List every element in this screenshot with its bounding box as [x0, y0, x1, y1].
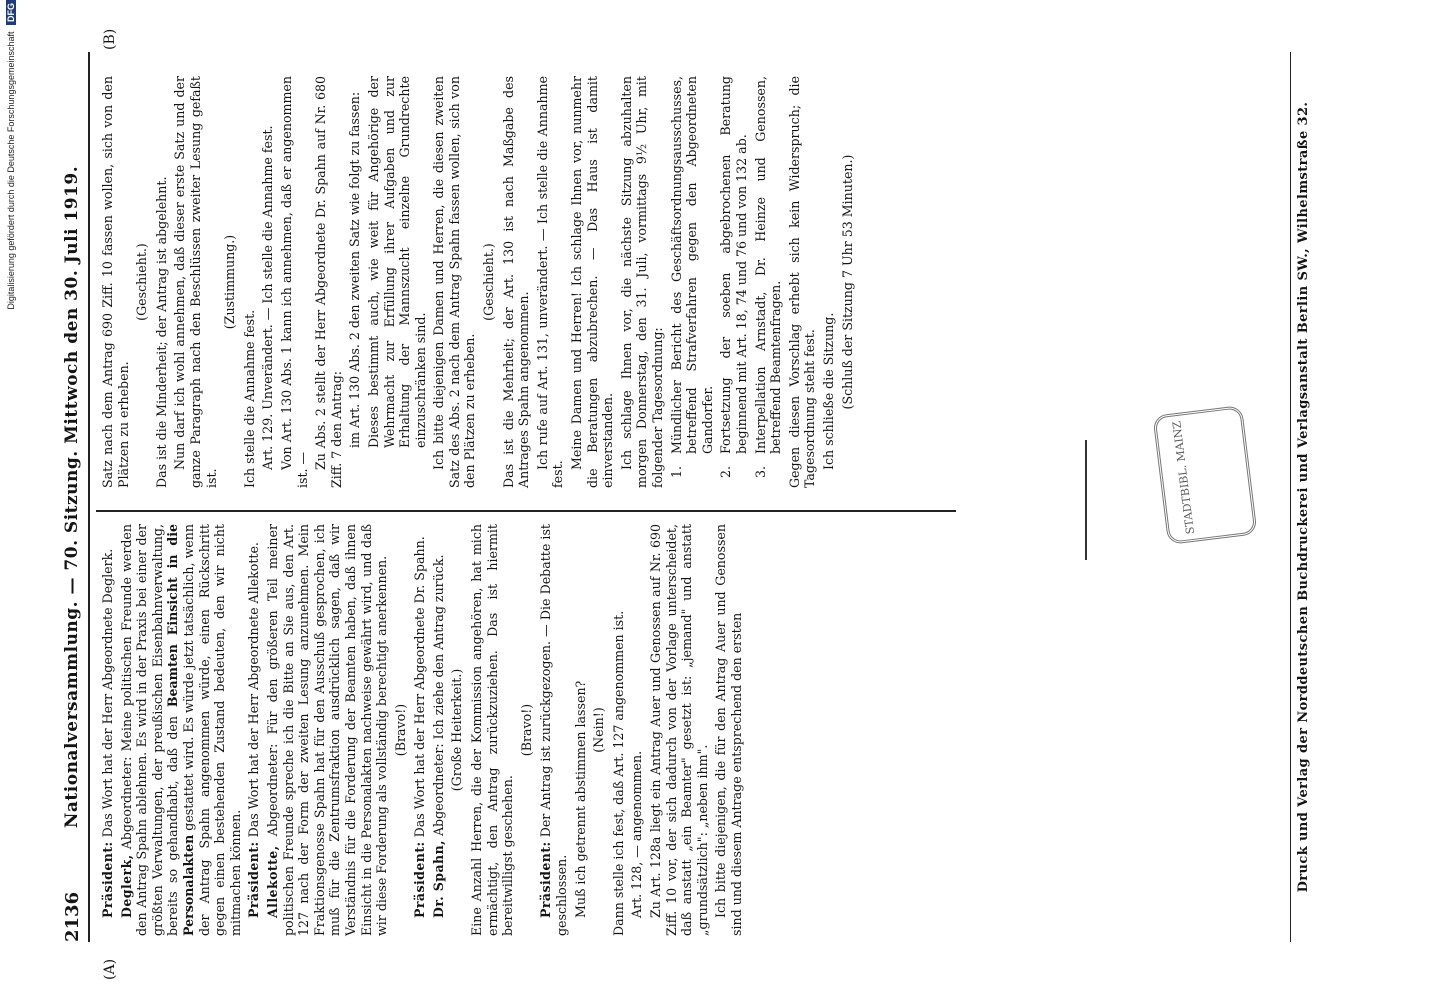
speaker-name: Präsident: — [100, 841, 115, 918]
stage-direction-text: (Zustimmung.) — [222, 234, 238, 330]
paragraph-text: Zu Abs. 2 stellt der Herr Abgeordnete Dr. Spahn auf Nr. 680 Ziff. 7 den Antrag: — [313, 76, 344, 488]
section-end-rule — [1085, 440, 1087, 560]
agenda-item-number: 1. — [668, 465, 684, 478]
speaker-name: Präsident: — [538, 841, 554, 918]
dfg-logo: DFG — [6, 0, 16, 25]
paragraph-text: Ich bitte diejenigen Damen und Herren, die diesen zweiten Satz des Abs. 2 nach dem Antrag Spahn fassen wollen, sich von den Plätzen zu erheben. — [431, 76, 478, 488]
stage-direction-text: (Große Heiterkeit.) — [449, 668, 465, 792]
footer-rule — [1290, 52, 1291, 942]
text-paragraph — [279, 76, 310, 488]
running-title: Nationalversammlung. — 70. Sitzung. Mittwoch den 30. Juli 1919. — [62, 165, 82, 829]
speech-text: Der Antrag ist zurückgezogen. — Die Debatte ist geschlossen. — [538, 524, 570, 936]
paragraph-text: Satz nach dem Antrag 690 Ziff. 10 fassen wollen, sich von den Plätzen zu erheben. — [100, 76, 131, 488]
speech-paragraph — [246, 524, 262, 936]
text-paragraph — [821, 76, 837, 488]
paragraph-text: Art. 128, — angenommen. — [629, 750, 645, 918]
digitization-note: Digitalisierung gefördert durch die Deutsche Forschungsgemeinschaft — [6, 31, 16, 310]
paragraph-text: Das ist die Mehrheit; der Art. 130 ist nach Maßgabe des Antrages Spahn angenommen. — [500, 76, 532, 488]
speech-text: Das Wort hat der Herr Abgeordnete Deglerk. — [100, 548, 115, 842]
stage-direction-text: (Nein!) — [591, 707, 607, 753]
text-paragraph — [787, 76, 818, 488]
stage-direction-text: (Geschieht.) — [134, 243, 150, 321]
right-text-column — [100, 76, 859, 488]
paragraph-text: Ich schlage Ihnen vor, die nächste Sitzung abzuhalten morgen Donnerstag, den 31. Juli, vormittags 9½ Uhr, mit folgender Tagesordnung: — [618, 76, 665, 488]
agenda-item — [753, 76, 784, 488]
stage-direction — [481, 76, 497, 488]
speech-paragraph — [100, 524, 116, 936]
motion-text-body: Dieses bestimmt auch, wie weit für Angehörige der Wehrmacht zur Erfüllung ihrer Aufgaben und zur Erhaltung der Mannszucht einzelne Grundrechte einzuschränken sind. — [365, 76, 428, 448]
stage-direction — [134, 76, 150, 488]
speech-text: gestattet wird. Es würde jetzt tatsächlich, wenn der Antrag Spahn angenommen würde, einen Rückschritt gegen einen bestehenden Zustand bedeuten, den wir nicht mitmachen können. — [180, 524, 243, 936]
stage-direction-text: (Geschieht.) — [481, 243, 497, 321]
page-header — [58, 52, 90, 942]
stage-direction — [449, 524, 465, 936]
stage-direction-text: (Schluß der Sitzung 7 Uhr 53 Minuten.) — [839, 154, 855, 410]
speech-paragraph — [412, 524, 428, 936]
stamp-text: STADTBIBL. MAINZ — [1170, 420, 1198, 536]
text-paragraph — [313, 76, 344, 488]
speaker-name: Präsident: — [246, 841, 262, 918]
paragraph-text: Ich stelle die Annahme fest. — [241, 309, 257, 488]
agenda-item-number: 2. — [718, 465, 734, 478]
speaker-name: Dr. Spahn, — [430, 840, 446, 918]
column-divider — [96, 510, 956, 512]
text-paragraph — [535, 76, 566, 488]
motion-text-body: im Art. 130 Abs. 2 den zweiten Satz wie folgt zu fassen: — [347, 91, 363, 448]
speech-text: Abgeordneter: Für den größeren Teil meiner politischen Freunde spreche ich die Bitte an Sie aus, den Art. 127 nach der Form der zweiten Lesung anzunehmen. Mein Fraktionsgenosse Spahn hat für den Ausschuß gesprochen, ich muß für die Zentrumsfraktion ausdrücklich sagen, daß wir Verständnis für die Forderung der Beamten haben, daß ihnen Einsicht in die Personalakten nachweise gewährt wird, und daß wir diese Forderung als vollständig berechtigt anerkennen. — [264, 524, 390, 936]
speech-text: Abgeordneter: Ich ziehe den Antrag zurück. — [430, 554, 446, 841]
speaker-name: Allekotte, — [264, 845, 280, 918]
speech-text: Das Wort hat der Herr Abgeordnete Dr. Spahn. — [412, 536, 428, 842]
paragraph-text: Eine Anzahl Herren, die der Kommission angehören, hat mich ermächtigt, den Antrag zurückzuziehen. Das ist hiermit bereitwilligst geschehen. — [469, 524, 516, 936]
text-paragraph — [629, 524, 645, 936]
text-paragraph — [573, 524, 589, 936]
text-paragraph — [154, 76, 170, 488]
paragraph-text: Ich schließe die Sitzung. — [820, 312, 836, 470]
printer-imprint: Druck und Verlag der Norddeutschen Buchdruckerei und Verlagsanstalt Berlin SW., Wilhelmstraße 32. — [1296, 101, 1311, 893]
text-paragraph — [619, 76, 666, 488]
agenda-item — [718, 76, 749, 488]
paragraph-text: Das ist die Minderheit; der Antrag ist abgelehnt. — [153, 176, 169, 488]
agenda-item-text: Fortsetzung der soeben abgebrochenen Beratung beginnend mit Art. 18, 74 und 76 und von 132 ab. — [718, 76, 749, 454]
motion-text — [366, 76, 428, 488]
paragraph-text: Nun darf ich wohl annehmen, daß dieser erste Satz und der ganze Paragraph nach den Beschlüssen zweiter Lesung gefaßt ist. — [172, 76, 219, 488]
text-paragraph — [569, 76, 616, 488]
paragraph-text: Ich bitte diejenigen, die für den Antrag Auer und Genossen sind und diesem Antrage entsprechend den ersten — [713, 524, 744, 936]
text-paragraph — [260, 76, 276, 488]
text-paragraph — [713, 524, 744, 936]
library-stamp — [1152, 405, 1257, 545]
stage-direction — [591, 524, 607, 936]
agenda-item-number: 3. — [752, 465, 768, 478]
page-number: 2136 — [62, 891, 83, 942]
text-paragraph — [611, 524, 627, 936]
stage-direction — [393, 524, 409, 936]
emphasized-text: Beamten Einsicht in die Personalakten — [165, 524, 196, 936]
speech-text: Abgeordneter: Meine politischen Freunde werden den Antrag Spahn ablehnen. Es wird in der Praxis bei einer der größten Verwaltungen, der preußischen Eisenbahnverwaltung, bereits so gehandhabt, daß den — [118, 524, 181, 936]
paragraph-text: Ich rufe auf Art. 131, unverändert. — Ich stelle die Annahme fest. — [534, 76, 566, 488]
stage-direction — [222, 76, 238, 488]
stage-direction-text: (Bravo!) — [392, 703, 408, 757]
left-text-column — [100, 524, 748, 936]
text-paragraph — [431, 76, 478, 488]
text-paragraph — [501, 76, 532, 488]
agenda-item-text: Mündlicher Bericht des Geschäftsordnungsausschusses, betreffend Strafverfahren gegen den Abgeordneten Gandorfer. — [668, 76, 715, 454]
stage-direction — [840, 76, 856, 488]
paragraph-text: Art. 129. Unverändert. — Ich stelle die Annahme fest. — [260, 125, 276, 470]
speech-paragraph — [538, 524, 569, 936]
stage-direction — [519, 524, 535, 936]
paragraph-text: Zu Art. 128a liegt ein Antrag Auer und Genossen auf Nr. 690 Ziff. 10 vor, der sich dadurch von der Vorlage unterscheidet, daß anstatt „ein Beamter" gesetzt ist: „jemand" und anstatt „grundsätzlich": „neben ihm". — [648, 524, 710, 936]
motion-text — [347, 76, 363, 488]
speech-text: Das Wort hat der Herr Abgeordnete Allekotte. — [246, 542, 262, 842]
paragraph-text: Dann stelle ich fest, daß Art. 127 angenommen ist. — [610, 610, 626, 936]
digitization-credit — [6, 0, 16, 1000]
stage-direction-text: (Bravo!) — [518, 703, 534, 757]
speech-paragraph — [119, 524, 244, 936]
speech-paragraph — [265, 524, 390, 936]
text-paragraph — [100, 76, 131, 488]
paragraph-text: Muß ich getrennt abstimmen lassen? — [572, 680, 588, 918]
text-paragraph — [242, 76, 258, 488]
margin-marker-a: (A) — [102, 958, 118, 980]
text-paragraph — [469, 524, 516, 936]
paragraph-text: Von Art. 130 Abs. 1 kann ich annehmen, daß er angenommen ist. — — [278, 76, 310, 488]
speech-paragraph — [431, 524, 447, 936]
paragraph-text: Meine Damen und Herren! Ich schlage Ihnen vor, nunmehr die Beratungen abzubrechen. — Das Haus ist damit einverstanden. — [569, 76, 616, 488]
paragraph-text: Gegen diesen Vorschlag erhebt sich kein Widerspruch; die Tagesordnung steht fest. — [786, 76, 818, 488]
speaker-name: Deglerk, — [118, 854, 134, 918]
agenda-item-text: Interpellation Arnstadt, Dr. Heinze und Genossen, betreffend Beamtenfragen. — [752, 76, 784, 454]
speaker-name: Präsident: — [412, 841, 428, 918]
agenda-item — [669, 76, 716, 488]
margin-marker-b: (B) — [102, 28, 118, 50]
text-paragraph — [172, 76, 219, 488]
text-paragraph — [648, 524, 710, 936]
